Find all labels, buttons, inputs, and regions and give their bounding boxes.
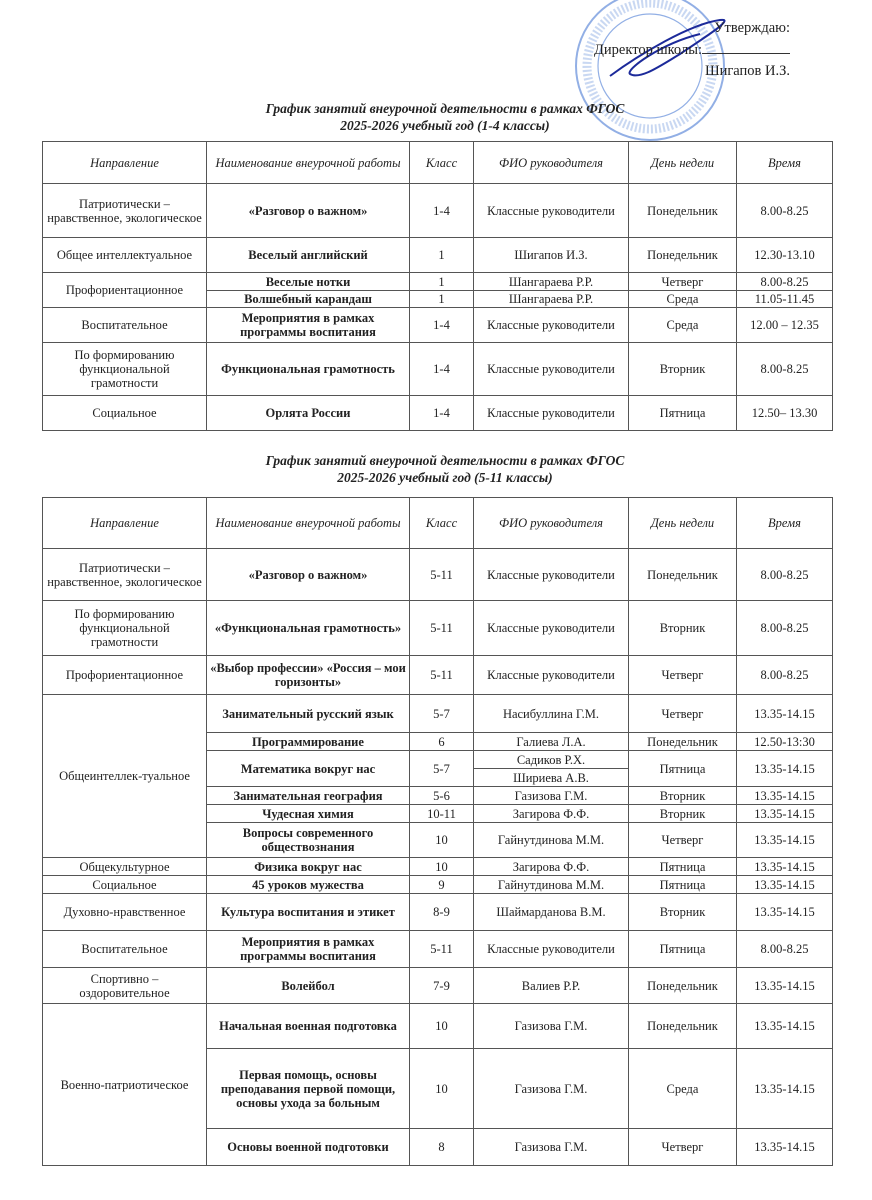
cell-activity-name: «Выбор профессии» «Россия – мои горизонты» [207, 656, 410, 695]
cell-grade: 10 [410, 858, 474, 876]
cell-weekday: Четверг [629, 1129, 737, 1166]
cell-grade: 5-7 [410, 751, 474, 787]
cell-weekday: Четверг [629, 823, 737, 858]
header-row [43, 142, 833, 184]
cell-weekday: Пятница [629, 751, 737, 787]
table2-title [0, 452, 872, 486]
cell-grade: 5-6 [410, 787, 474, 805]
cell-activity-name: «Разговор о важном» [207, 184, 410, 238]
cell-time: 13.35-14.15 [737, 968, 833, 1004]
cell-direction: Военно-патриотическое [43, 1004, 207, 1166]
director-label: Директор школы: [594, 42, 702, 58]
cell-grade: 1 [410, 238, 474, 273]
cell-time: 8.00-8.25 [737, 184, 833, 238]
cell-activity-name: Начальная военная подготовка [207, 1004, 410, 1049]
cell-weekday: Понедельник [629, 1004, 737, 1049]
cell-time: 8.00-8.25 [737, 656, 833, 695]
cell-activity-name: Математика вокруг нас [207, 751, 410, 787]
cell-activity-name: Занимательная география [207, 787, 410, 805]
column-header-weekday: День недели [629, 142, 737, 184]
cell-grade: 1-4 [410, 396, 474, 431]
cell-time: 12.30-13.10 [737, 238, 833, 273]
cell-grade: 1-4 [410, 308, 474, 343]
cell-weekday: Понедельник [629, 184, 737, 238]
table1-title-line2: 2025-2026 учебный год (1-4 классы) [340, 118, 550, 133]
column-header-time: Время [737, 142, 833, 184]
cell-teacher: Газизова Г.М. [474, 1004, 629, 1049]
cell-grade: 7-9 [410, 968, 474, 1004]
cell-weekday: Вторник [629, 894, 737, 931]
table-row [43, 894, 833, 931]
cell-teacher: Классные руководители [474, 601, 629, 656]
schedule-table-grades-1-4 [42, 141, 833, 431]
cell-teacher: Газизова Г.М. [474, 787, 629, 805]
table-row [43, 695, 833, 733]
approve-label: Утверждаю: [714, 20, 790, 36]
cell-grade: 5-11 [410, 656, 474, 695]
cell-teacher: Садиков Р.Х. [474, 751, 629, 769]
cell-teacher: Классные руководители [474, 184, 629, 238]
cell-weekday: Вторник [629, 601, 737, 656]
cell-activity-name: Вопросы современного обществознания [207, 823, 410, 858]
cell-teacher: Классные руководители [474, 343, 629, 396]
cell-direction: Профориентационное [43, 273, 207, 308]
cell-grade: 6 [410, 733, 474, 751]
cell-time: 8.00-8.25 [737, 549, 833, 601]
cell-weekday: Вторник [629, 787, 737, 805]
cell-direction: Общекультурное [43, 858, 207, 876]
cell-time: 13.35-14.15 [737, 823, 833, 858]
cell-direction: Профориентационное [43, 656, 207, 695]
table-row [43, 238, 833, 273]
table-row [43, 931, 833, 968]
cell-time: 12.50-13:30 [737, 733, 833, 751]
cell-grade: 1 [410, 291, 474, 308]
cell-activity-name: Мероприятия в рамках программы воспитания [207, 931, 410, 968]
cell-direction: По формированию функциональной грамотности [43, 343, 207, 396]
cell-teacher: Гайнутдинова М.М. [474, 876, 629, 894]
cell-teacher: Шаймарданова В.М. [474, 894, 629, 931]
cell-teacher: Классные руководители [474, 549, 629, 601]
cell-weekday: Понедельник [629, 733, 737, 751]
cell-time: 13.35-14.15 [737, 1049, 833, 1129]
table2-title-line2: 2025-2026 учебный год (5-11 классы) [337, 470, 553, 485]
cell-grade: 10 [410, 1004, 474, 1049]
cell-activity-name: «Разговор о важном» [207, 549, 410, 601]
column-header-grade: Класс [410, 498, 474, 549]
cell-weekday: Вторник [629, 343, 737, 396]
cell-direction: Духовно-нравственное [43, 894, 207, 931]
cell-grade: 5-11 [410, 549, 474, 601]
schedule-table-grades-5-11 [42, 497, 833, 1166]
cell-time: 13.35-14.15 [737, 805, 833, 823]
cell-grade: 5-7 [410, 695, 474, 733]
cell-weekday: Пятница [629, 876, 737, 894]
table-row [43, 601, 833, 656]
cell-weekday: Вторник [629, 805, 737, 823]
cell-teacher: Газизова Г.М. [474, 1129, 629, 1166]
table-row [43, 549, 833, 601]
cell-teacher: Классные руководители [474, 396, 629, 431]
cell-time: 13.35-14.15 [737, 787, 833, 805]
cell-teacher: Классные руководители [474, 931, 629, 968]
cell-time: 12.00 – 12.35 [737, 308, 833, 343]
table-row [43, 858, 833, 876]
column-header-activity-name: Наименование внеурочной работы [207, 142, 410, 184]
cell-time: 12.50– 13.30 [737, 396, 833, 431]
cell-direction: По формированию функциональной грамотности [43, 601, 207, 656]
cell-grade: 1-4 [410, 343, 474, 396]
cell-activity-name: Орлята России [207, 396, 410, 431]
column-header-grade: Класс [410, 142, 474, 184]
cell-teacher: Шангараева Р.Р. [474, 291, 629, 308]
cell-teacher: Валиев Р.Р. [474, 968, 629, 1004]
column-header-teacher: ФИО руководителя [474, 498, 629, 549]
cell-grade: 10-11 [410, 805, 474, 823]
cell-weekday: Пятница [629, 931, 737, 968]
cell-weekday: Понедельник [629, 549, 737, 601]
cell-time: 13.35-14.15 [737, 858, 833, 876]
cell-direction: Социальное [43, 396, 207, 431]
cell-activity-name: Физика вокруг нас [207, 858, 410, 876]
cell-time: 8.00-8.25 [737, 601, 833, 656]
table-row [43, 876, 833, 894]
cell-teacher: Гайнутдинова М.М. [474, 823, 629, 858]
cell-time: 13.35-14.15 [737, 1004, 833, 1049]
cell-activity-name: Веселые нотки [207, 273, 410, 291]
table1-title-line1: График занятий внеурочной деятельности в рамках ФГОС [265, 101, 625, 116]
table-row [43, 184, 833, 238]
cell-grade: 1-4 [410, 184, 474, 238]
cell-direction: Воспитательное [43, 308, 207, 343]
cell-weekday: Четверг [629, 656, 737, 695]
cell-activity-name: Чудесная химия [207, 805, 410, 823]
cell-teacher: Шангараева Р.Р. [474, 273, 629, 291]
cell-grade: 8 [410, 1129, 474, 1166]
cell-grade: 5-11 [410, 931, 474, 968]
cell-activity-name: Программирование [207, 733, 410, 751]
cell-time: 13.35-14.15 [737, 695, 833, 733]
cell-teacher: Насибуллина Г.М. [474, 695, 629, 733]
header-row [43, 498, 833, 549]
cell-weekday: Четверг [629, 695, 737, 733]
column-header-weekday: День недели [629, 498, 737, 549]
cell-activity-name: Волшебный карандаш [207, 291, 410, 308]
cell-teacher: Классные руководители [474, 308, 629, 343]
cell-weekday: Понедельник [629, 968, 737, 1004]
cell-teacher: Шигапов И.З. [474, 238, 629, 273]
cell-grade: 10 [410, 823, 474, 858]
approval-block [594, 18, 790, 82]
cell-weekday: Пятница [629, 858, 737, 876]
column-header-time: Время [737, 498, 833, 549]
cell-teacher: Загирова Ф.Ф. [474, 858, 629, 876]
cell-teacher: Классные руководители [474, 656, 629, 695]
cell-time: 8.00-8.25 [737, 931, 833, 968]
column-header-direction: Направление [43, 498, 207, 549]
cell-time: 13.35-14.15 [737, 1129, 833, 1166]
cell-grade: 8-9 [410, 894, 474, 931]
cell-weekday: Пятница [629, 396, 737, 431]
cell-grade: 9 [410, 876, 474, 894]
cell-teacher: Шириева А.В. [474, 769, 629, 787]
cell-weekday: Среда [629, 291, 737, 308]
cell-direction: Социальное [43, 876, 207, 894]
column-header-direction: Направление [43, 142, 207, 184]
cell-time: 13.35-14.15 [737, 876, 833, 894]
cell-teacher: Галиева Л.А. [474, 733, 629, 751]
cell-teacher: Газизова Г.М. [474, 1049, 629, 1129]
cell-grade: 5-11 [410, 601, 474, 656]
cell-weekday: Четверг [629, 273, 737, 291]
table-row [43, 308, 833, 343]
column-header-teacher: ФИО руководителя [474, 142, 629, 184]
table-row [43, 343, 833, 396]
signature-line [702, 39, 790, 54]
cell-direction: Спортивно – оздоровительное [43, 968, 207, 1004]
cell-direction: Воспитательное [43, 931, 207, 968]
cell-activity-name: Мероприятия в рамках программы воспитания [207, 308, 410, 343]
cell-direction: Патриотически – нравственное, экологическое [43, 549, 207, 601]
table-row [43, 656, 833, 695]
table2-title-line1: График занятий внеурочной деятельности в рамках ФГОС [265, 453, 625, 468]
cell-time: 11.05-11.45 [737, 291, 833, 308]
cell-activity-name: Первая помощь, основы преподавания первой помощи, основы ухода за больным [207, 1049, 410, 1129]
cell-activity-name: «Функциональная грамотность» [207, 601, 410, 656]
table-row [43, 1004, 833, 1049]
cell-weekday: Среда [629, 308, 737, 343]
cell-time: 13.35-14.15 [737, 894, 833, 931]
cell-activity-name: Функциональная грамотность [207, 343, 410, 396]
cell-activity-name: Культура воспитания и этикет [207, 894, 410, 931]
director-name: Шигапов И.З. [704, 63, 790, 79]
cell-activity-name: Занимательный русский язык [207, 695, 410, 733]
cell-grade: 1 [410, 273, 474, 291]
cell-weekday: Среда [629, 1049, 737, 1129]
cell-activity-name: Веселый английский [207, 238, 410, 273]
cell-activity-name: Волейбол [207, 968, 410, 1004]
column-header-activity-name: Наименование внеурочной работы [207, 498, 410, 549]
table-row [43, 968, 833, 1004]
cell-grade: 10 [410, 1049, 474, 1129]
cell-direction: Общеинтеллек-туальное [43, 695, 207, 858]
cell-weekday: Понедельник [629, 238, 737, 273]
table1-title [0, 100, 872, 134]
cell-activity-name: Основы военной подготовки [207, 1129, 410, 1166]
table-row [43, 396, 833, 431]
cell-time: 8.00-8.25 [737, 343, 833, 396]
cell-activity-name: 45 уроков мужества [207, 876, 410, 894]
cell-direction: Общее интеллектуальное [43, 238, 207, 273]
cell-teacher: Загирова Ф.Ф. [474, 805, 629, 823]
table-row [43, 273, 833, 291]
director-line [594, 39, 790, 61]
cell-time: 13.35-14.15 [737, 751, 833, 787]
cell-direction: Патриотически – нравственное, экологическое [43, 184, 207, 238]
cell-time: 8.00-8.25 [737, 273, 833, 291]
